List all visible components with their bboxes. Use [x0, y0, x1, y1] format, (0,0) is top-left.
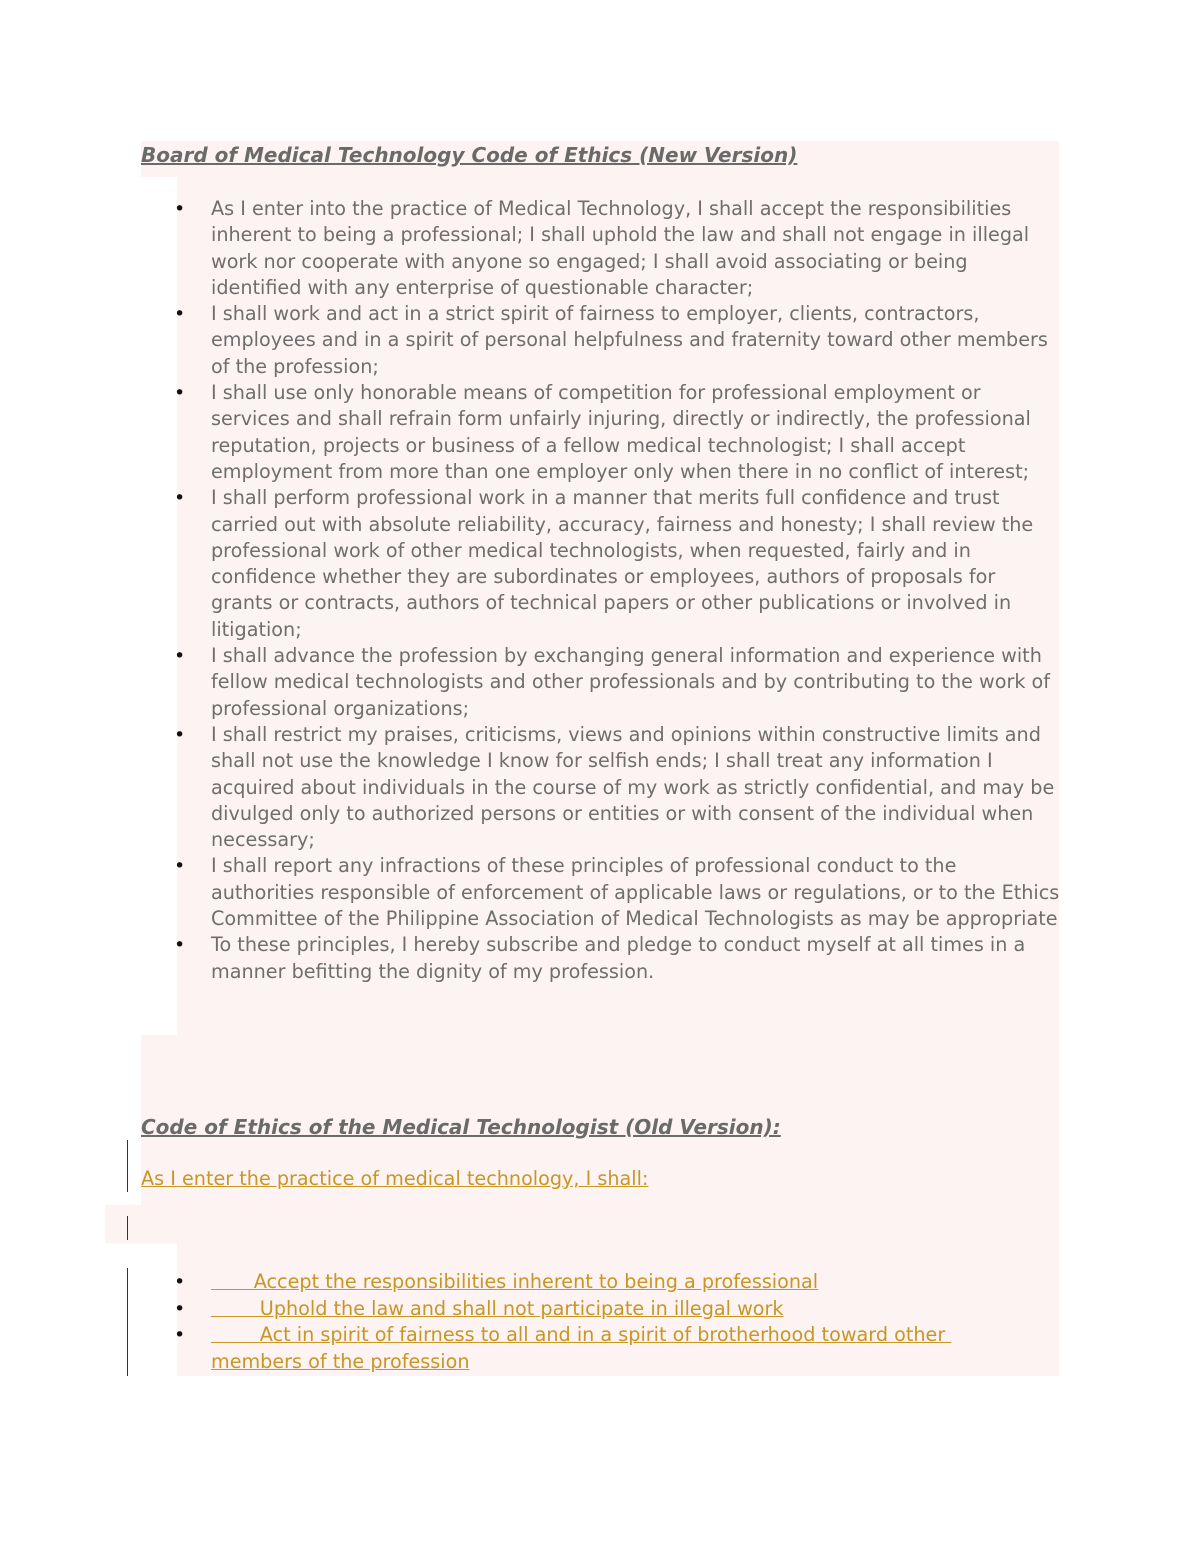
old-version-heading: Code of Ethics of the Medical Technologist (Old Version): [141, 1115, 781, 1139]
list-item [174, 853, 1061, 932]
new-version-list [174, 196, 1061, 985]
bullet-icon: • [174, 1324, 186, 1346]
highlight-block [105, 1205, 1059, 1243]
new-version-heading: Board of Medical Technology Code of Ethics (New Version) [141, 143, 798, 167]
bullet-icon: • [174, 855, 186, 878]
list-item-text: Accept the responsibilities inherent to being a professional [211, 1270, 819, 1293]
bullet-icon: • [174, 198, 186, 220]
bullet-icon: • [174, 645, 186, 668]
bullet-icon: • [174, 487, 186, 510]
list-item-text: I shall report any infractions of these principles of professional conduct to the authorities responsible of enforcement of applicable laws or regulations, or to the Ethics Committee of the Philippine Association of Medical Technologists as may be appropriate [211, 854, 1060, 931]
list-item-text: I shall perform professional work in a manner that merits full confidence and trust carried out with absolute reliability, accuracy, fairness and honesty; I shall review the professional work of other medical technologists, when requested, fairly and in confidence whether they are subordinates or employees, authors of proposals for grants or contracts, authors of technical papers or other publications or involved in litigation; [211, 486, 1034, 641]
bullet-icon: • [174, 934, 186, 957]
change-bar [127, 1140, 128, 1192]
list-item [174, 643, 1061, 722]
bullet-icon: • [174, 723, 186, 746]
list-item-text: As I enter into the practice of Medical Technology, I shall accept the responsibilities inherent to being a professional; I shall uphold the law and shall not engage in illegal work nor cooperate with anyone so engaged; I shall avoid associating or being identified with any enterprise of questionable character; [211, 197, 1030, 299]
list-item [174, 196, 1061, 301]
list-item [174, 301, 1061, 380]
list-item-text: I shall work and act in a strict spirit of fairness to employer, clients, contractors, employees and in a spirit of personal helpfulness and fraternity toward other members of the profession; [211, 302, 1048, 378]
list-item [174, 1322, 1011, 1375]
list-item [174, 485, 1061, 643]
list-item-text: To these principles, I hereby subscribe and pledge to conduct myself at all times in a manner befitting the dignity of my profession. [211, 933, 1026, 983]
list-item-text: I shall use only honorable means of competition for professional employment or services and shall refrain form unfairly injuring, directly or indirectly, the professional reputation, projects or business of a fellow medical technologist; I shall accept employment from more than one employer only when there in no conflict of interest; [211, 381, 1031, 483]
bullet-icon: • [174, 303, 186, 326]
change-bar [127, 1216, 128, 1240]
list-item [174, 1296, 1011, 1323]
list-item [174, 932, 1061, 985]
list-item-text: Uphold the law and shall not participate in illegal work [211, 1296, 784, 1320]
old-version-list [174, 1269, 1011, 1375]
list-item [174, 1269, 1011, 1296]
bullet-icon: • [174, 382, 186, 405]
bullet-icon: • [174, 1297, 186, 1320]
list-item [174, 722, 1061, 853]
list-item-text: I shall restrict my praises, criticisms, views and opinions within constructive limits and shall not use the knowledge I know for selfish ends; I shall treat any information I acquired about individuals in the course of my work as strictly confidential, and may be divulged only to authorized persons or entities or with consent of the individual when necessary; [211, 722, 1055, 852]
old-version-intro: As I enter the practice of medical technology, I shall: [141, 1167, 649, 1190]
list-item-text: Act in spirit of fairness to all and in a spirit of brotherhood toward other members of the profession [211, 1323, 952, 1373]
list-item [174, 380, 1061, 485]
list-item-text: I shall advance the profession by exchanging general information and experience with fellow medical technologists and other professionals and by contributing to the work of professional organizations; [211, 644, 1051, 720]
bullet-icon: • [174, 1271, 186, 1293]
change-bar [127, 1268, 128, 1376]
